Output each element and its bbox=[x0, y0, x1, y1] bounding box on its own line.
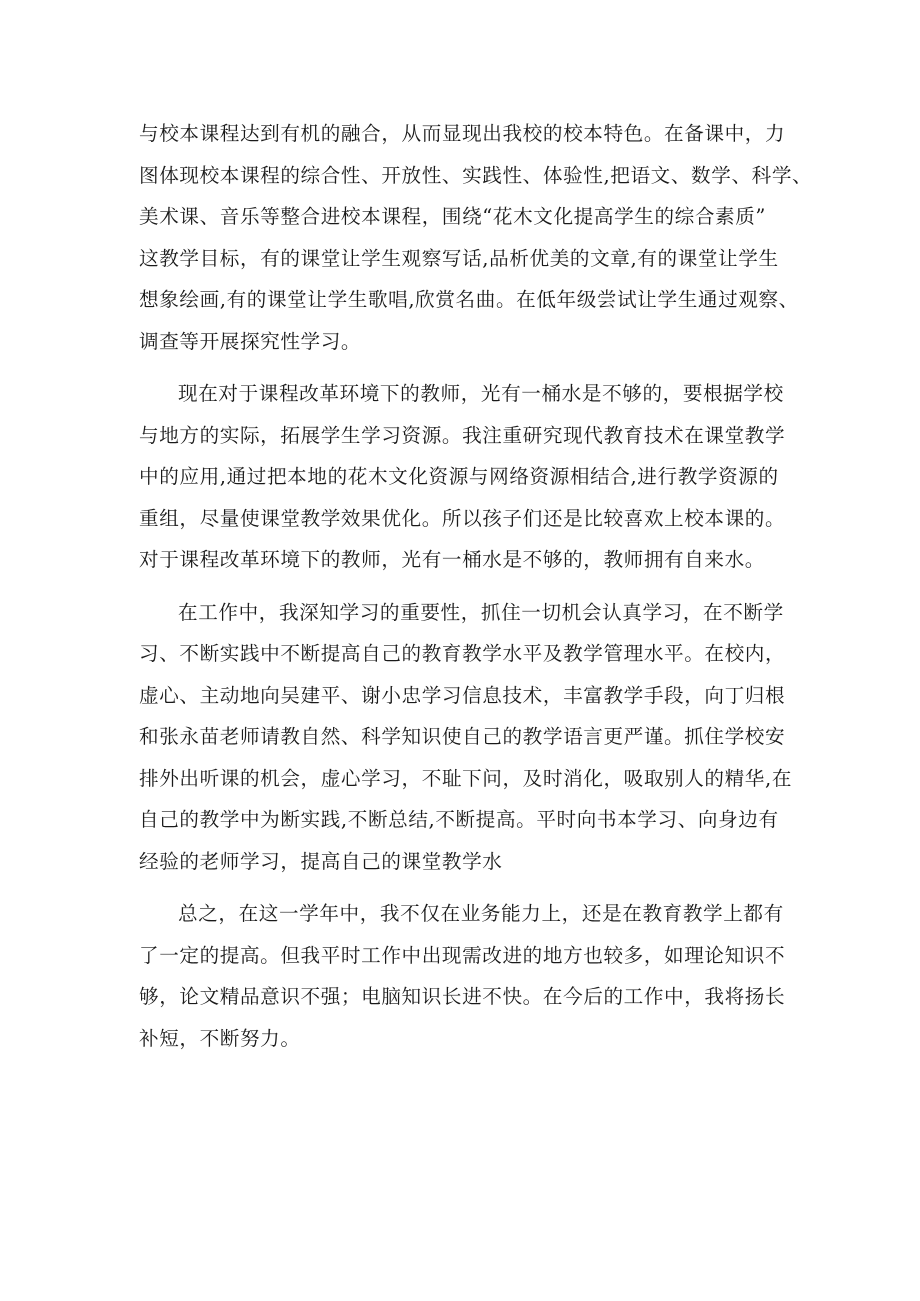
paragraph-line: 中的应用,通过把本地的花木文化资源与网络资源相结合,进行教学资源的 bbox=[139, 465, 779, 488]
document-body bbox=[139, 113, 813, 1059]
paragraph-line: 经验的老师学习，提高自己的课堂教学水 bbox=[139, 849, 503, 873]
paragraph-line: 想象绘画,有的课堂让学生歌唱,欣赏名曲。在低年级尝试让学生通过观察、 bbox=[139, 288, 799, 311]
paragraph-line: 与地方的实际，拓展学生学习资源。我注重研究现代教育技术在课堂教学 bbox=[139, 423, 786, 447]
paragraph-line: 自己的教学中为断实践,不断总结,不断提高。平时向书本学习、向身边有 bbox=[139, 808, 779, 831]
paragraph-line: 与校本课程达到有机的融合，从而显现出我校的校本特色。在备课中，力 bbox=[139, 122, 786, 145]
paragraph-line: 排外出听课的机会，虚心学习，不耻下问，及时消化，吸取别人的精华,在 bbox=[139, 766, 793, 790]
paragraph-1 bbox=[139, 113, 813, 362]
paragraph-line: 习、不断实践中不断提高自己的教育教学水平及教学管理水平。在校内， bbox=[139, 642, 786, 665]
paragraph-line: 重组，尽量使课堂教学效果优化。所以孩子们还是比较喜欢上校本课的。 bbox=[139, 506, 786, 530]
paragraph-line: 对于课程改革环境下的教师，光有一桶水是不够的，教师拥有自来水。 bbox=[139, 548, 766, 571]
paragraph-line: 在工作中，我深知学习的重要性，抓住一切机会认真学习，在不断学 bbox=[178, 600, 784, 624]
paragraph-line: 这教学目标，有的课堂让学生观察写话,品析优美的文章,有的课堂让学生 bbox=[139, 246, 779, 270]
paragraph-line: 美术课、音乐等整合进校本课程，围绕“花木文化提高学生的综合素质” bbox=[139, 205, 767, 228]
paragraph-line: 调查等开展探究性学习。 bbox=[139, 329, 362, 353]
paragraph-line: 够，论文精品意识不强；电脑知识长进不快。在今后的工作中，我将扬长 bbox=[139, 985, 786, 1008]
paragraph-line: 了一定的提高。但我平时工作中出现需改进的地方也较多，如理论知识不 bbox=[139, 943, 786, 967]
paragraph-line: 图体现校本课程的综合性、开放性、实践性、体验性,把语文、数学、科学、 bbox=[139, 163, 813, 187]
paragraph-line: 现在对于课程改革环境下的教师，光有一桶水是不够的，要根据学校 bbox=[178, 382, 784, 405]
paragraph-2 bbox=[139, 373, 799, 581]
paragraph-4 bbox=[139, 893, 799, 1059]
paragraph-line: 补短，不断努力。 bbox=[139, 1026, 301, 1050]
paragraph-line: 虚心、主动地向吴建平、谢小忠学习信息技术，丰富教学手段，向丁归根 bbox=[139, 683, 786, 707]
paragraph-line: 总之，在这一学年中，我不仅在业务能力上，还是在教育教学上都有 bbox=[178, 902, 784, 925]
paragraph-3 bbox=[139, 592, 799, 883]
paragraph-line: 和张永苗老师请教自然、科学知识使自己的教学语言更严谨。抓住学校安 bbox=[139, 725, 786, 748]
